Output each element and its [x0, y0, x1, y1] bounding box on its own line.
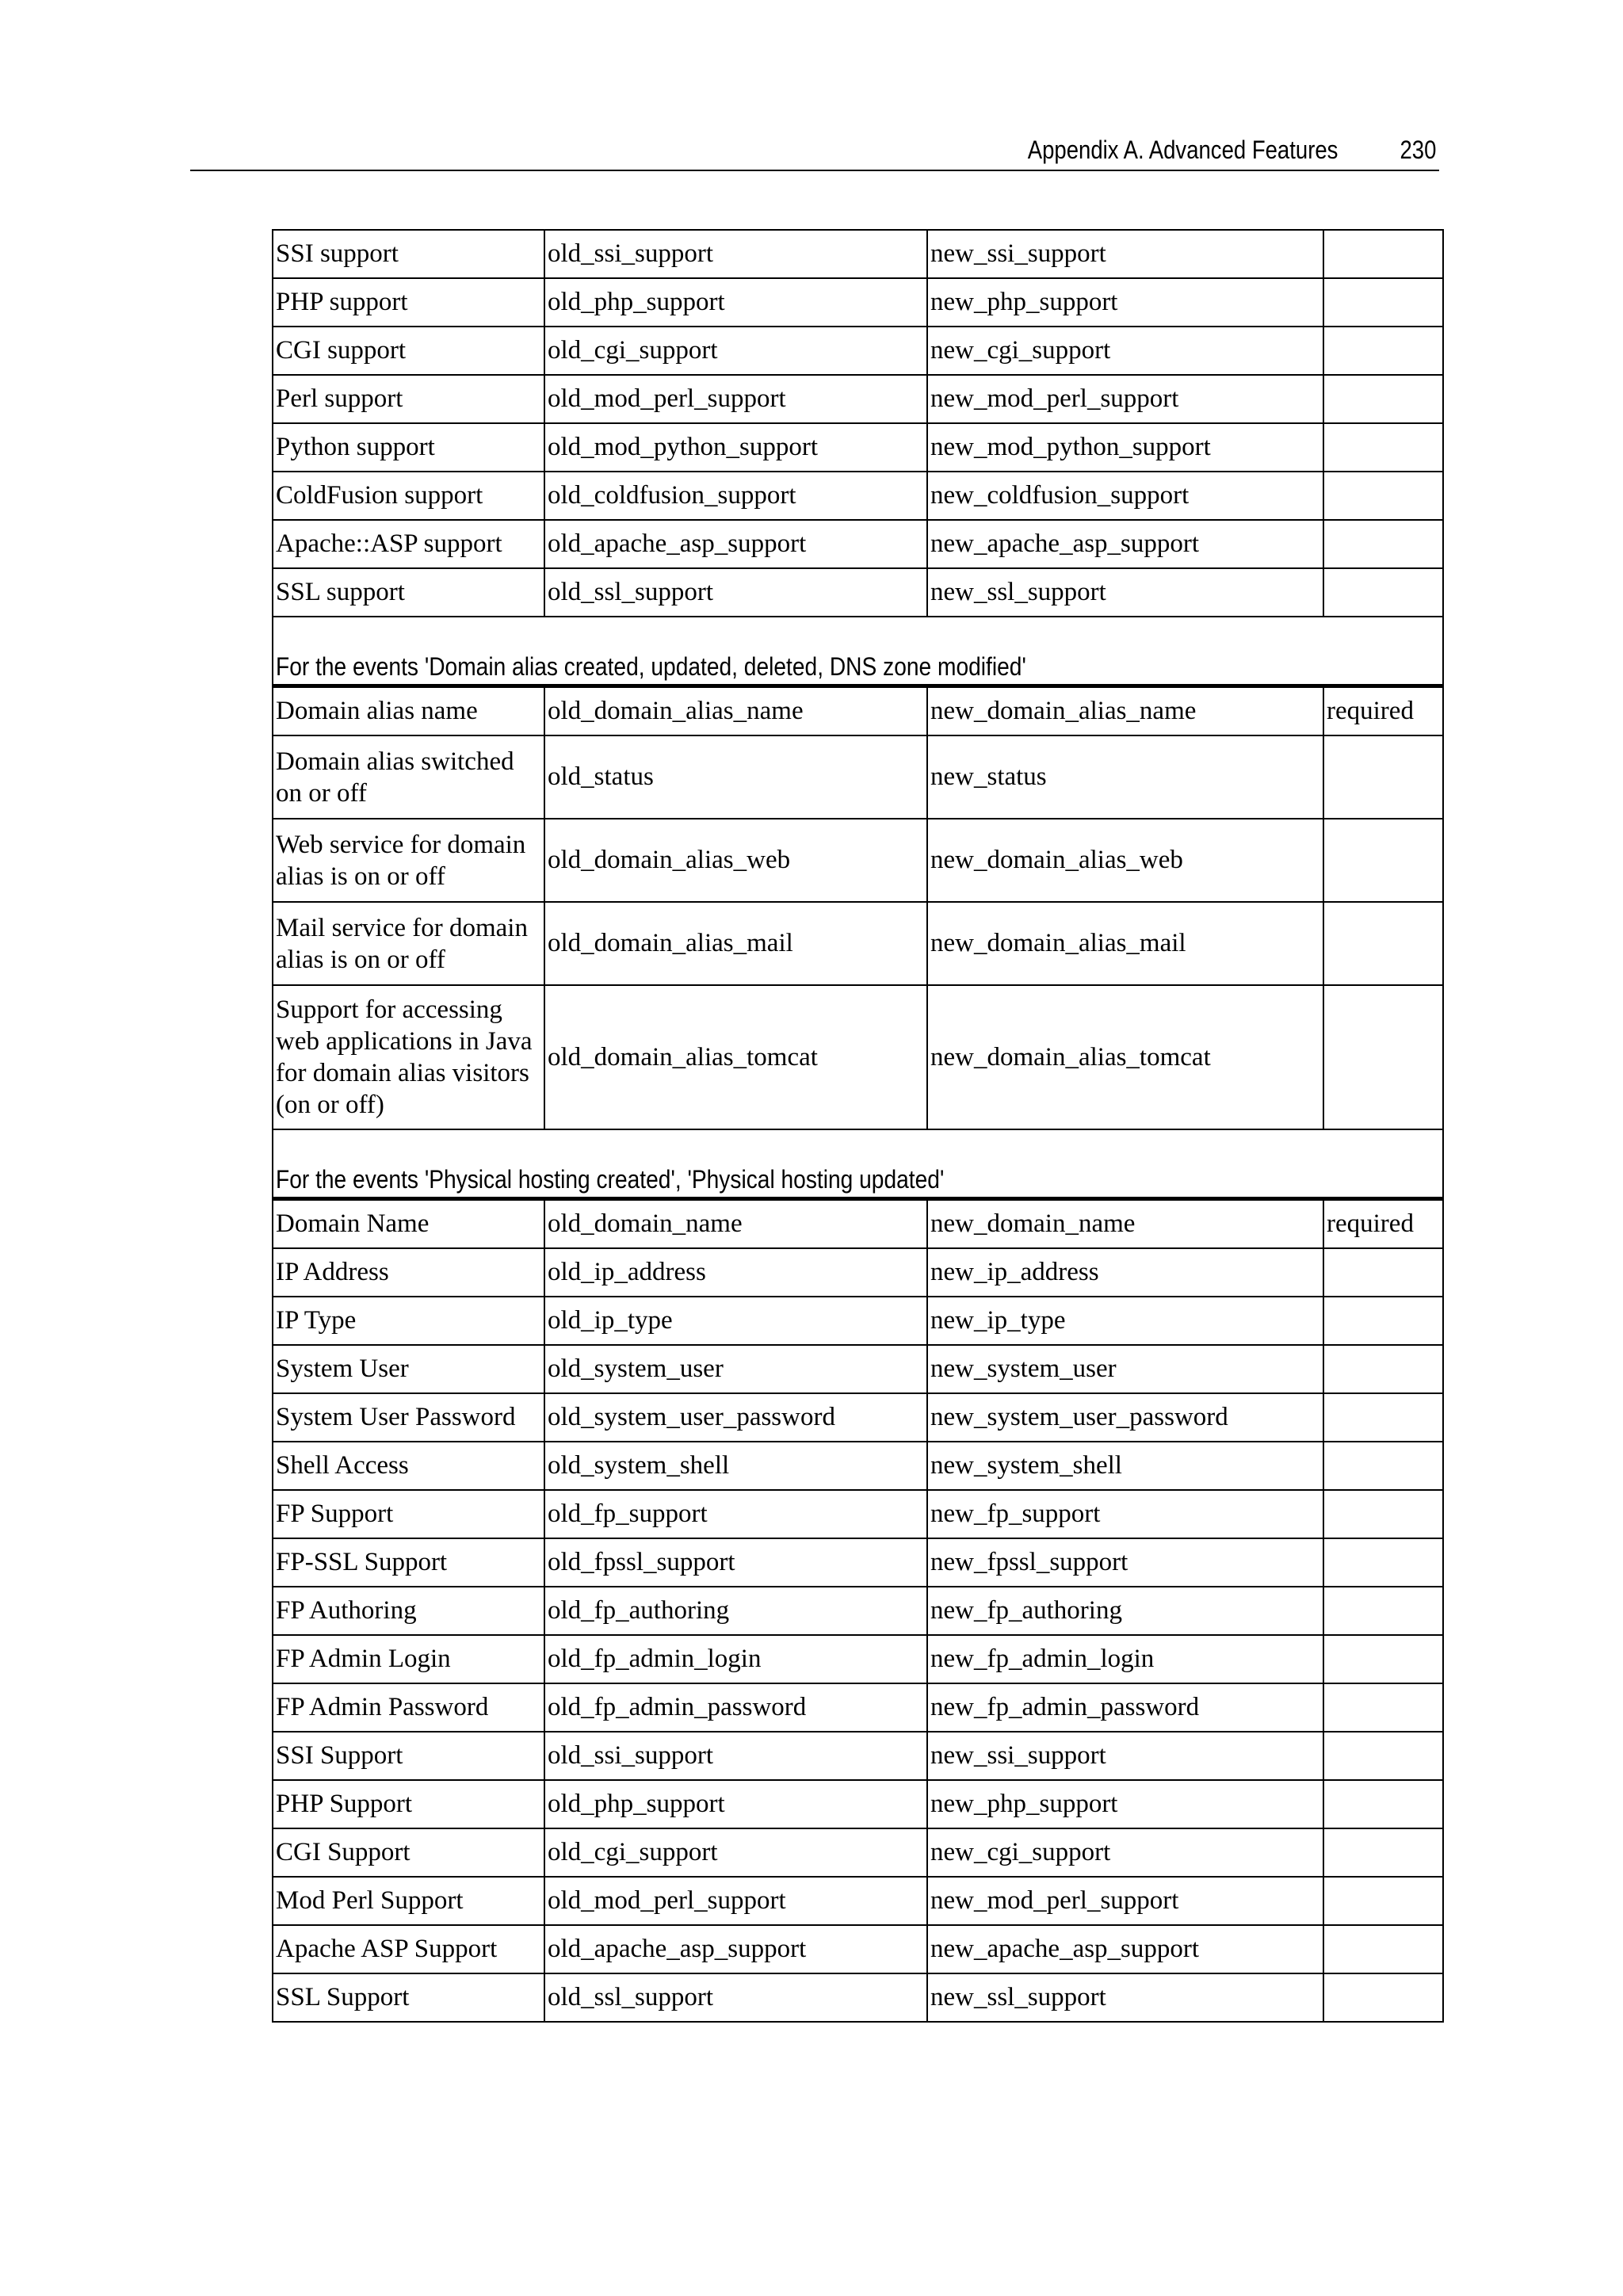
parameters-table [272, 229, 1444, 2023]
parameter-description: System User Password [273, 1393, 544, 1442]
required-flag [1323, 327, 1443, 375]
old-parameter-name: old_cgi_support [544, 1828, 927, 1877]
required-flag [1323, 1683, 1443, 1732]
required-flag [1323, 1345, 1443, 1393]
new-parameter-name: new_fp_admin_login [927, 1635, 1323, 1683]
section-heading: For the events 'Domain alias created, updated, deleted, DNS zone modified' [276, 652, 1026, 681]
parameter-description: ColdFusion support [273, 472, 544, 520]
new-parameter-name: new_system_user_password [927, 1393, 1323, 1442]
parameter-description: PHP support [273, 278, 544, 327]
table-row [273, 1297, 1443, 1345]
required-flag: required [1323, 686, 1443, 736]
table-row [273, 423, 1443, 472]
old-parameter-name: old_fp_support [544, 1490, 927, 1538]
new-parameter-name: new_domain_alias_tomcat [927, 985, 1323, 1129]
new-parameter-name: new_domain_alias_name [927, 686, 1323, 736]
required-flag [1323, 1925, 1443, 1973]
table-row [273, 1828, 1443, 1877]
old-parameter-name: old_system_user [544, 1345, 927, 1393]
section-header-row [273, 617, 1443, 686]
table-row [273, 1635, 1443, 1683]
new-parameter-name: new_mod_python_support [927, 423, 1323, 472]
new-parameter-name: new_fpssl_support [927, 1538, 1323, 1587]
old-parameter-name: old_fp_admin_login [544, 1635, 927, 1683]
required-flag [1323, 1393, 1443, 1442]
table-row [273, 686, 1443, 736]
parameter-description: FP Admin Login [273, 1635, 544, 1683]
new-parameter-name: new_mod_perl_support [927, 1877, 1323, 1925]
new-parameter-name: new_domain_alias_mail [927, 902, 1323, 985]
new-parameter-name: new_apache_asp_support [927, 520, 1323, 568]
parameter-description: Apache ASP Support [273, 1925, 544, 1973]
required-flag [1323, 819, 1443, 902]
parameter-description: Python support [273, 423, 544, 472]
table-row [273, 230, 1443, 278]
section-header-row [273, 1129, 1443, 1199]
required-flag [1323, 1297, 1443, 1345]
table-row [273, 985, 1443, 1129]
new-parameter-name: new_ssl_support [927, 1973, 1323, 2022]
required-flag [1323, 902, 1443, 985]
old-parameter-name: old_domain_alias_tomcat [544, 985, 927, 1129]
table-row [273, 1199, 1443, 1249]
required-flag [1323, 1248, 1443, 1297]
new-parameter-name: new_cgi_support [927, 1828, 1323, 1877]
old-parameter-name: old_coldfusion_support [544, 472, 927, 520]
table-row [273, 1248, 1443, 1297]
new-parameter-name: new_apache_asp_support [927, 1925, 1323, 1973]
old-parameter-name: old_fpssl_support [544, 1538, 927, 1587]
parameter-description: Web service for domain alias is on or off [273, 819, 544, 902]
old-parameter-name: old_ssi_support [544, 1732, 927, 1780]
parameter-description: PHP Support [273, 1780, 544, 1828]
old-parameter-name: old_fp_authoring [544, 1587, 927, 1635]
parameter-description: Domain Name [273, 1199, 544, 1249]
required-flag [1323, 230, 1443, 278]
table-row [273, 375, 1443, 423]
parameter-description: FP Admin Password [273, 1683, 544, 1732]
parameter-description: FP Authoring [273, 1587, 544, 1635]
new-parameter-name: new_system_user [927, 1345, 1323, 1393]
required-flag [1323, 375, 1443, 423]
parameter-description: SSI Support [273, 1732, 544, 1780]
old-parameter-name: old_mod_python_support [544, 423, 927, 472]
new-parameter-name: new_ssl_support [927, 568, 1323, 617]
parameter-description: Domain alias name [273, 686, 544, 736]
required-flag [1323, 1490, 1443, 1538]
section-heading-cell [273, 617, 1443, 686]
parameter-description: IP Type [273, 1297, 544, 1345]
table-row [273, 1538, 1443, 1587]
parameter-description: CGI Support [273, 1828, 544, 1877]
old-parameter-name: old_domain_alias_mail [544, 902, 927, 985]
old-parameter-name: old_ip_address [544, 1248, 927, 1297]
old-parameter-name: old_system_shell [544, 1442, 927, 1490]
table-row [273, 1925, 1443, 1973]
old-parameter-name: old_php_support [544, 1780, 927, 1828]
old-parameter-name: old_system_user_password [544, 1393, 927, 1442]
required-flag [1323, 1442, 1443, 1490]
old-parameter-name: old_ip_type [544, 1297, 927, 1345]
parameter-description: Perl support [273, 375, 544, 423]
table-row [273, 1732, 1443, 1780]
old-parameter-name: old_apache_asp_support [544, 1925, 927, 1973]
new-parameter-name: new_ip_address [927, 1248, 1323, 1297]
parameter-description: Mod Perl Support [273, 1877, 544, 1925]
required-flag [1323, 1973, 1443, 2022]
parameters-table-body [273, 230, 1443, 2022]
parameter-description: Domain alias switched on or off [273, 735, 544, 819]
table-row [273, 1973, 1443, 2022]
parameter-description: FP-SSL Support [273, 1538, 544, 1587]
required-flag [1323, 1780, 1443, 1828]
new-parameter-name: new_mod_perl_support [927, 375, 1323, 423]
old-parameter-name: old_domain_alias_web [544, 819, 927, 902]
parameter-description: SSI support [273, 230, 544, 278]
page-header [190, 133, 1439, 171]
new-parameter-name: new_ssi_support [927, 1732, 1323, 1780]
section-heading-cell [273, 1129, 1443, 1199]
parameter-description: Apache::ASP support [273, 520, 544, 568]
section-heading: For the events 'Physical hosting created', 'Physical hosting updated' [276, 1165, 945, 1194]
table-row [273, 1442, 1443, 1490]
parameter-description: Shell Access [273, 1442, 544, 1490]
required-flag [1323, 423, 1443, 472]
new-parameter-name: new_php_support [927, 278, 1323, 327]
parameter-description: SSL Support [273, 1973, 544, 2022]
required-flag [1323, 1877, 1443, 1925]
table-row [273, 1345, 1443, 1393]
new-parameter-name: new_fp_admin_password [927, 1683, 1323, 1732]
required-flag [1323, 1538, 1443, 1587]
required-flag [1323, 1732, 1443, 1780]
required-flag [1323, 985, 1443, 1129]
required-flag: required [1323, 1199, 1443, 1249]
table-row [273, 327, 1443, 375]
old-parameter-name: old_domain_name [544, 1199, 927, 1249]
new-parameter-name: new_fp_authoring [927, 1587, 1323, 1635]
table-row [273, 278, 1443, 327]
required-flag [1323, 278, 1443, 327]
required-flag [1323, 1828, 1443, 1877]
new-parameter-name: new_system_shell [927, 1442, 1323, 1490]
new-parameter-name: new_ip_type [927, 1297, 1323, 1345]
parameter-description: Support for accessing web applications in Java for domain alias visitors (on or off) [273, 985, 544, 1129]
old-parameter-name: old_ssl_support [544, 568, 927, 617]
new-parameter-name: new_ssi_support [927, 230, 1323, 278]
required-flag [1323, 520, 1443, 568]
old-parameter-name: old_mod_perl_support [544, 375, 927, 423]
required-flag [1323, 1635, 1443, 1683]
parameter-description: FP Support [273, 1490, 544, 1538]
new-parameter-name: new_cgi_support [927, 327, 1323, 375]
section-title: Appendix A. Advanced Features [1027, 136, 1338, 164]
table-row [273, 1587, 1443, 1635]
required-flag [1323, 735, 1443, 819]
table-row [273, 472, 1443, 520]
table-row [273, 1780, 1443, 1828]
old-parameter-name: old_fp_admin_password [544, 1683, 927, 1732]
table-row [273, 520, 1443, 568]
old-parameter-name: old_apache_asp_support [544, 520, 927, 568]
new-parameter-name: new_domain_alias_web [927, 819, 1323, 902]
table-row [273, 1393, 1443, 1442]
new-parameter-name: new_fp_support [927, 1490, 1323, 1538]
old-parameter-name: old_ssl_support [544, 1973, 927, 2022]
table-row [273, 1683, 1443, 1732]
new-parameter-name: new_status [927, 735, 1323, 819]
parameter-description: IP Address [273, 1248, 544, 1297]
old-parameter-name: old_ssi_support [544, 230, 927, 278]
parameter-description: SSL support [273, 568, 544, 617]
table-row [273, 819, 1443, 902]
parameter-description: System User [273, 1345, 544, 1393]
new-parameter-name: new_coldfusion_support [927, 472, 1323, 520]
parameter-description: Mail service for domain alias is on or off [273, 902, 544, 985]
required-flag [1323, 568, 1443, 617]
table-row [273, 735, 1443, 819]
table-row [273, 1490, 1443, 1538]
old-parameter-name: old_status [544, 735, 927, 819]
table-row [273, 1877, 1443, 1925]
parameter-description: CGI support [273, 327, 544, 375]
page-number: 230 [1400, 136, 1436, 164]
required-flag [1323, 1587, 1443, 1635]
table-row [273, 568, 1443, 617]
new-parameter-name: new_domain_name [927, 1199, 1323, 1249]
table-row [273, 902, 1443, 985]
old-parameter-name: old_cgi_support [544, 327, 927, 375]
required-flag [1323, 472, 1443, 520]
old-parameter-name: old_domain_alias_name [544, 686, 927, 736]
old-parameter-name: old_mod_perl_support [544, 1877, 927, 1925]
old-parameter-name: old_php_support [544, 278, 927, 327]
new-parameter-name: new_php_support [927, 1780, 1323, 1828]
